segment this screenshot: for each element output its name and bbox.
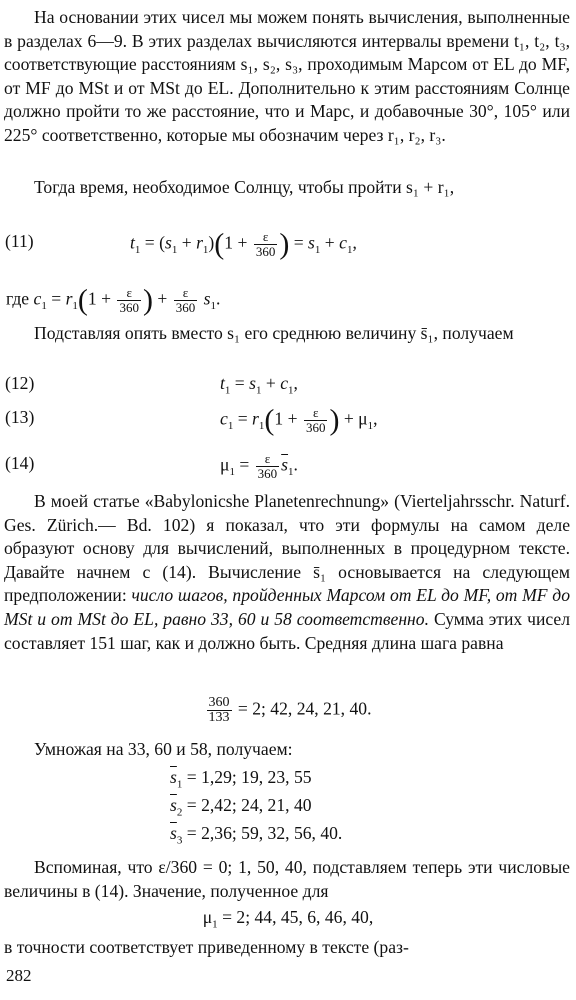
equation-14: (14) $\mu_1$ = $\frac{\varepsilon}{360}$ $\overline{s}_1$. [5, 451, 298, 481]
page-number: 282 [6, 966, 32, 985]
s2-mean-value: $\overline{s}_2 = 2,42$; 24, 21, 40 [170, 795, 312, 819]
s3-mean-value: $\overline{s}_3 = 2,36$; 59, 32, 56, 40. [170, 823, 343, 847]
paragraph-conclusion: в точности соответствует приведенному в тексте (раз- [4, 937, 409, 957]
equation-step-length: $\frac{360}{133}$ = 2; 42, 24, 21, 40. [208, 695, 372, 725]
equation-12: (12) $t_1 = s_1 + c_1$, [5, 373, 298, 397]
equation-c1: где $c_1 = r_1(1$ + $\frac{\varepsilon}{360}$ ) + $\frac{\varepsilon}{360}$ $s_1$. [6, 283, 221, 317]
paragraph-intervals: На основании этих чисел мы можем понять вычисления, выполненные в разделах 6—9. В этих разделах вычисляются интервалы времени t₁, t₂, t₃, соответствующие расстояниям s₁, s₂, s₃, проходимым Марсом от EL до MF, от MF до MSt и от MSt до EL. Дополнительно к этим расстояниям Солнце должно пройти то же расстояние, что и Марс, и добавочные 30°, 105° или 225° соответственно, которые мы обозначим через r₁, r₂, r₃. [4, 7, 570, 145]
equation-13: (13) $c_1 = r_1(1$ + $\frac{\varepsilon}{360}$ ) + $\mu_1$, [5, 403, 378, 437]
equation-number: (11) [5, 231, 34, 251]
equation-body: $t_1 = (s_1 + r_1)(1$ + $\frac{\varepsilon}{360}$ ) = $s_1 + c_1$, [130, 227, 357, 261]
paragraph-article: В моей статье «Babylonicshe Planetenrechnung» (Vierteljahrsschr. Naturf. Ges. Zürich.— Bd. 102) я показал, что эти формулы на самом деле образуют основу для вычислений, выполненных в процедурном тексте. Давайте начнем с (14). Вычисление s̄₁ основывается на следующем предположении: число шагов, пройденных Марсом от EL до MF, от MF до MSt и от MSt до EL, равно 33, 60 и 58 соответственно. Сумма этих чисел составляет 151 шаг, как и должно быть. Средняя длина шага равна [4, 491, 570, 653]
s1-mean-value: $\overline{s}_1 = 1,29$; 19, 23, 55 [170, 767, 312, 791]
equation-11 [0, 227, 576, 261]
paragraph-substitute: Подставляя опять вместо s₁ его среднюю величину s̄₁, получаем [34, 323, 514, 343]
paragraph-recall: Вспоминая, что ε/360 = 0; 1, 50, 40, подставляем теперь эти числовые величины в (14). Значение, полученное для [4, 857, 570, 901]
paragraph-multiply: Умножая на 33, 60 и 58, получаем: [34, 739, 293, 759]
mu1-value: $\mu_1 = 2$; 44, 45, 6, 46, 40, [202, 907, 374, 931]
where-label: где [6, 288, 30, 309]
paragraph-sun-time: Тогда время, необходимое Солнцу, чтобы пройти s₁ + r₁, [34, 177, 455, 197]
